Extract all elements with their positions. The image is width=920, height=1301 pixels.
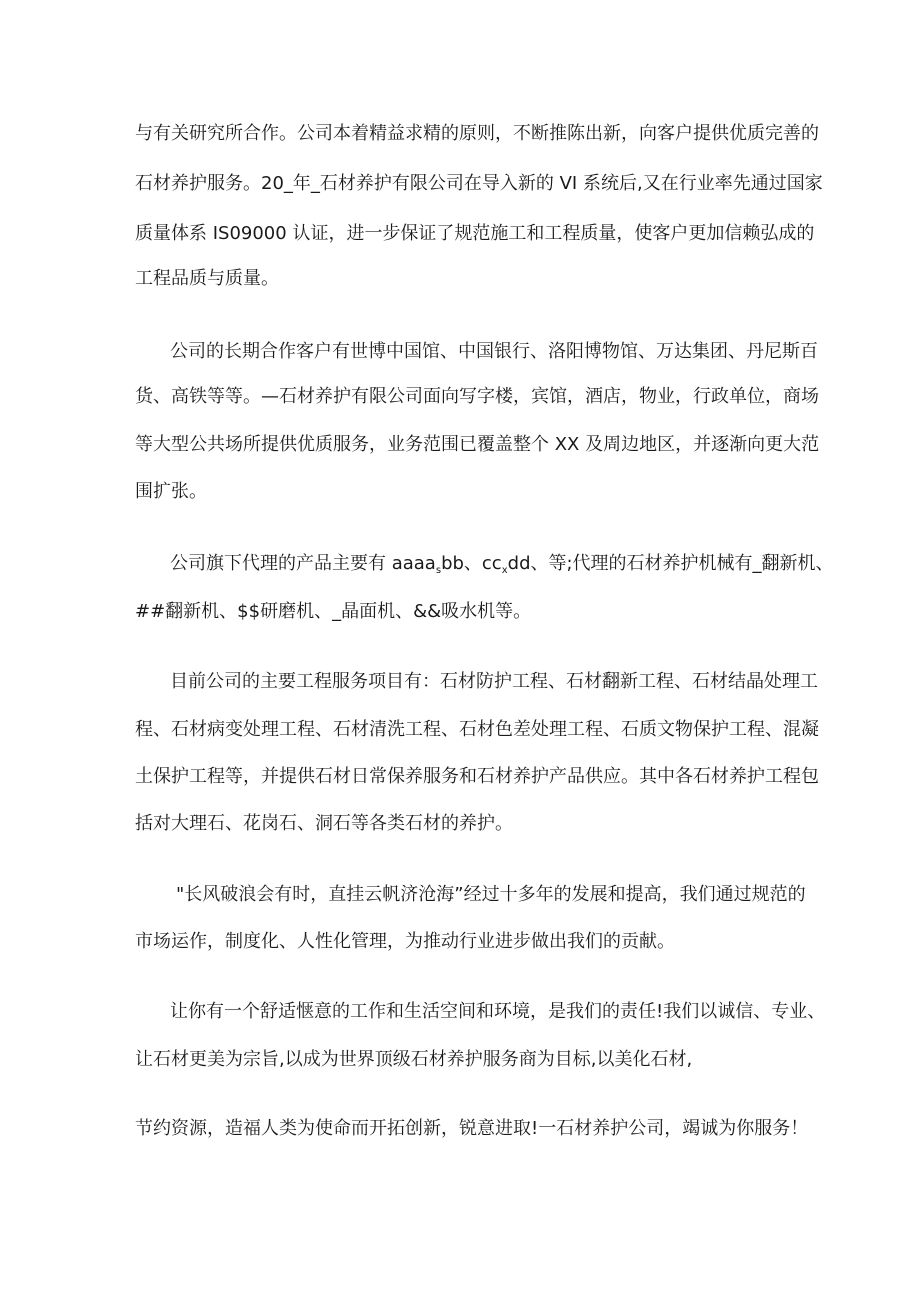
text-line: ##翻新机、$$研磨机、_晶面机、&&吸水机等。: [135, 601, 532, 622]
text-line: 石材养护服务。20_年_石材养护有限公司在导入新的 VI 系统后,又在行业率先通过国家: [135, 173, 823, 194]
text-line: 程、石材病变处理工程、石材清洗工程、石材色差处理工程、石质文物保护工程、混凝: [135, 719, 819, 740]
text-line: 与有关研究所合作。公司本着精益求精的原则，不断推陈出新，向客户提供优质完善的: [135, 123, 819, 144]
text-line: 货、高铁等等。—石材养护有限公司面向写字楼，宾馆，酒店，物业，行政单位，商场: [135, 386, 819, 407]
text-segment: dd、等;代理的石材养护机械有_翻新机、: [507, 553, 834, 574]
subscript: x: [501, 565, 508, 576]
text-line: 让石材更美为宗旨,以成为世界顶级石材养护服务商为目标,以美化石材,: [135, 1049, 693, 1070]
text-line: 等大型公共场所提供优质服务，业务范围已覆盖整个 XX 及周边地区，并逐渐向更大范: [135, 434, 820, 455]
text-line: 市场运作，制度化、人性化管理，为推动行业进步做出我们的贡献。: [135, 931, 675, 952]
text-line: 公司的长期合作客户有世博中国馆、中国银行、洛阳博物馆、万达集团、丹尼斯百: [170, 341, 818, 362]
text-line: 括对大理石、花岗石、洞石等各类石材的养护。: [135, 813, 513, 834]
text-line: 让你有一个舒适惬意的工作和生活空间和环境，是我们的责任!我们以诚信、专业、: [170, 1001, 826, 1022]
text-line: 质量体系 IS09000 认证，进一步保证了规范施工和工程质量，使客户更加信赖弘成的: [135, 223, 815, 244]
text-line: 节约资源，造福人类为使命而开拓创新，锐意进取!一石材养护公司，竭诚为你服务！: [135, 1118, 809, 1139]
text-line: 土保护工程等，并提供石材日常保养服务和石材养护产品供应。其中各石材养护工程包: [135, 766, 819, 787]
text-segment: bb、cc: [441, 553, 502, 574]
subscript: s: [435, 565, 442, 576]
text-line: 围扩张。: [135, 481, 207, 502]
text-line: [170, 552, 834, 576]
text-line: 目前公司的主要工程服务项目有：石材防护工程、石材翻新工程、石材结晶处理工: [170, 671, 818, 692]
text-line: 工程品质与质量。: [135, 268, 279, 289]
text-segment: 公司旗下代理的产品主要有 aaaa: [170, 553, 436, 574]
text-line: "长风破浪会有时，直挂云帆济沧海”经过十多年的发展和提高，我们通过规范的: [176, 884, 806, 905]
